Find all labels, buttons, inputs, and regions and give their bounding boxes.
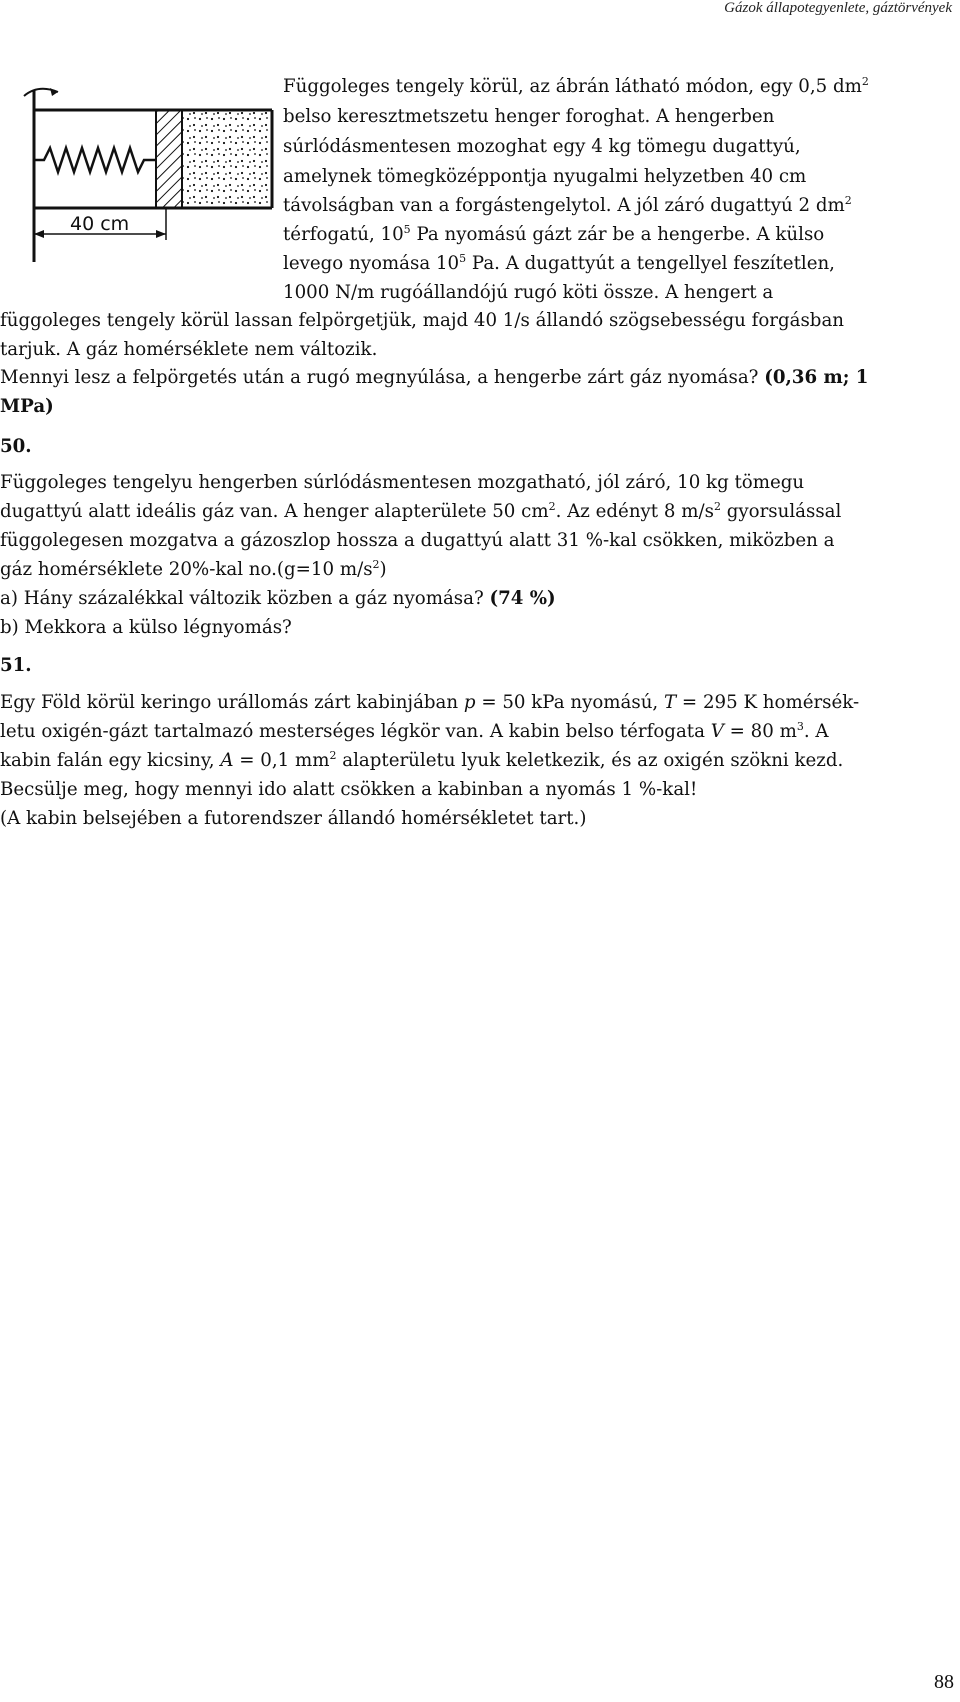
p51-line-4: Becsülje meg, hogy mennyi ido alatt csökken a kabinban a nyomás 1 %-kal!	[0, 779, 698, 800]
p50-answer-a: (74 %)	[489, 588, 556, 609]
p50-line-3: függolegesen mozgatva a gázoszlop hossza a dugattyú alatt 31 %-kal csökken, miközben a	[0, 530, 835, 551]
problem-51-number: 51.	[0, 655, 32, 676]
p51-line-1: Egy Föld körül keringo urállomás zárt kabinjában p = 50 kPa nyomású, T = 295 K homérsék-	[0, 692, 860, 713]
p51-line-2: letu oxigén-gázt tartalmazó mesterséges légkör van. A kabin belso térfogata V = 80 $m^3$. A	[0, 720, 829, 742]
p50-question-b: b) Mekkora a külso légnyomás?	[0, 617, 292, 638]
cylinder-figure	[18, 80, 280, 262]
p49-answer: (0,36 m; 1	[764, 367, 869, 388]
p49-line-9: függoleges tengely körül lassan felpörgetjük, majd 40 1/s állandó szögsebességu forgásban	[0, 310, 845, 331]
spring	[34, 148, 156, 172]
p49-line-5: távolságban van a forgástengelytol. A jól záró dugattyú 2 $dm^2$	[283, 194, 852, 216]
p49-answer-cont: MPa)	[0, 396, 54, 417]
p51-line-3: kabin falán egy kicsiny, A = 0,1 $mm^2$ alapterületu lyuk keletkezik, és az oxigén szökni kezd.	[0, 749, 844, 771]
p49-line-4: amelynek tömegközéppontja nyugalmi helyzetben 40 cm	[283, 166, 807, 187]
problem-50-number: 50.	[0, 436, 32, 457]
p49-line-1: Függoleges tengely körül, az ábrán látható módon, egy 0,5 $dm^2$	[283, 75, 869, 97]
p50-line-1: Függoleges tengelyu hengerben súrlódásmentesen mozgatható, jól záró, 10 kg tömegu	[0, 472, 805, 493]
gas-region	[180, 112, 270, 206]
p49-line-3: súrlódásmentesen mozoghat egy 4 kg tömegu dugattyú,	[283, 136, 801, 157]
running-header: Gázok állapotegyenlete, gáztörvények	[724, 0, 952, 16]
p49-line-10: tarjuk. A gáz homérséklete nem változik.	[0, 339, 378, 360]
p50-line-4: gáz homérséklete 20%-kal no.(g=10 $m/s^2$)	[0, 558, 387, 580]
dimension-label: 40 cm	[70, 213, 130, 235]
p49-line-2: belso keresztmetszetu henger foroghat. A hengerben	[283, 106, 775, 127]
p49-line-8: 1000 N/m rugóállandójú rugó köti össze. A hengert a	[283, 282, 774, 303]
p51-line-5: (A kabin belsejében a futorendszer állandó homérsékletet tart.)	[0, 808, 587, 829]
p49-line-6: térfogatú, $10^5$ Pa nyomású gázt zár be a hengerbe. A külso	[283, 223, 825, 245]
p50-question-a: a) Hány százalékkal változik közben a gáz nyomása? (74 %)	[0, 588, 556, 609]
piston	[156, 110, 182, 208]
p49-line-7: levego nyomása $10^5$ Pa. A dugattyút a tengellyel feszítetlen,	[283, 252, 835, 274]
p50-line-2: dugattyú alatt ideális gáz van. A henger alapterülete 50 $cm^2$. Az edényt 8 $m/s^2$ gyorsulással	[0, 500, 842, 522]
p49-question: Mennyi lesz a felpörgetés után a rugó megnyúlása, a hengerbe zárt gáz nyomása? (0,36 m; 1	[0, 367, 869, 388]
page-number: 88	[934, 1671, 954, 1693]
